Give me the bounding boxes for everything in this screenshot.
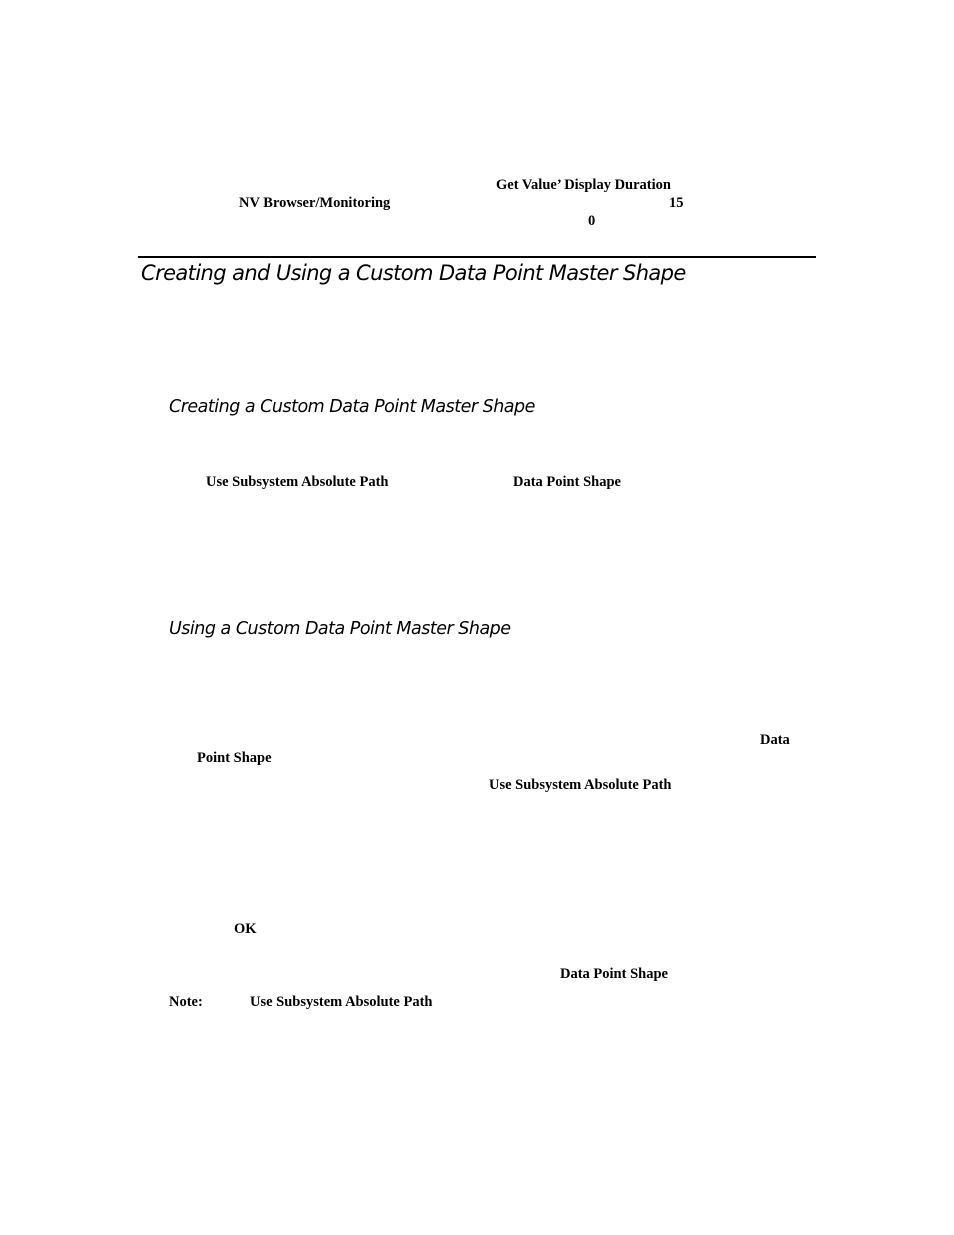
term-point-shape: Point Shape — [197, 750, 272, 766]
term-use-subsystem-absolute-path: Use Subsystem Absolute Path — [206, 474, 389, 490]
section-divider — [138, 256, 816, 258]
term-use-subsystem-absolute-path: Use Subsystem Absolute Path — [489, 777, 672, 793]
term-ok: OK — [234, 921, 257, 937]
note-term-use-subsystem-absolute-path: Use Subsystem Absolute Path — [250, 994, 433, 1010]
note-label: Note: — [169, 994, 203, 1010]
term-data-point-shape: Data Point Shape — [513, 474, 621, 490]
setting-nv-browser-monitoring: NV Browser/Monitoring — [239, 195, 391, 211]
term-data-point-shape: Data Point Shape — [560, 966, 668, 982]
subsection-title-creating: Creating a Custom Data Point Master Shape — [169, 397, 535, 417]
setting-get-value-display-duration: Get Value’ Display Duration — [496, 177, 671, 193]
section-title: Creating and Using a Custom Data Point Master Shape — [141, 261, 686, 285]
value-0: 0 — [588, 213, 596, 229]
subsection-title-using: Using a Custom Data Point Master Shape — [169, 619, 511, 639]
term-data: Data — [760, 732, 790, 748]
value-15: 15 — [669, 195, 684, 211]
